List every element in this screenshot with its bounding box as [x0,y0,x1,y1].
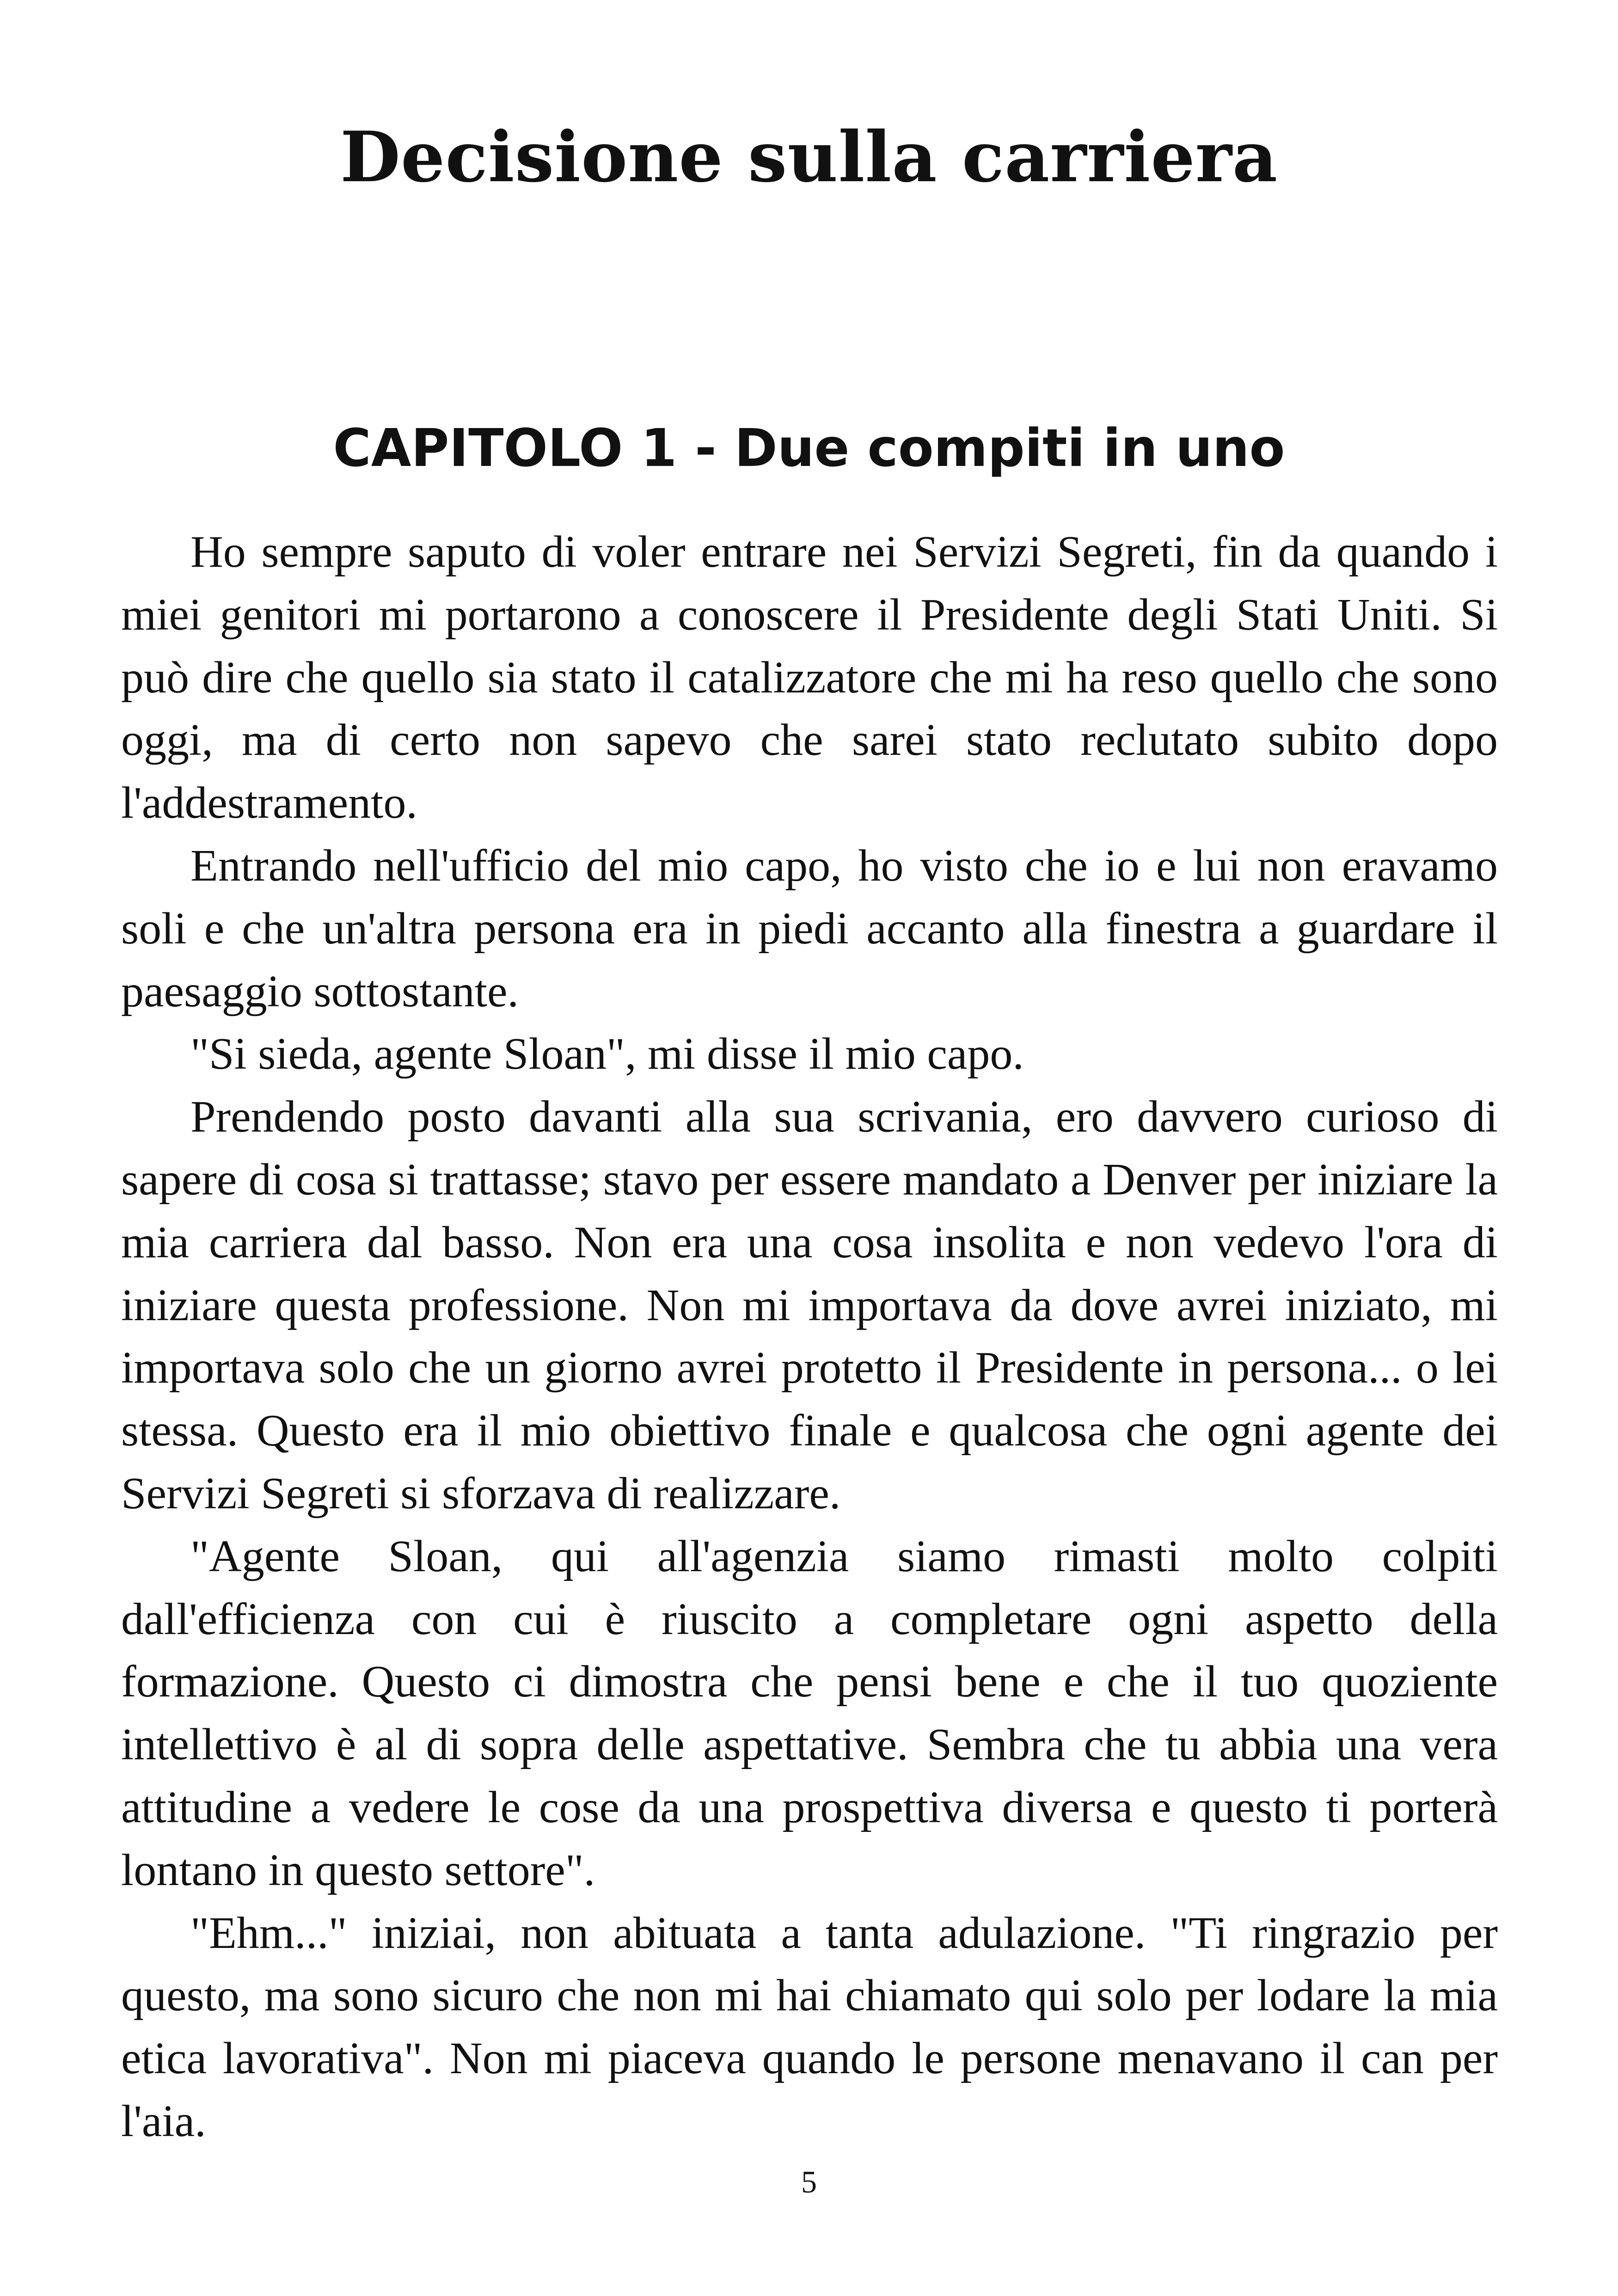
paragraph: "Ehm..." iniziai, non abituata a tanta adulazione. "Ti ringrazio per questo, ma sono sicuro che non mi hai chiamato qui solo per lodare la mia etica lavorativa". Non mi piaceva quando le persone menavano il can per l'aia. [121,1908,1498,2146]
chapter-title: CAPITOLO 1 - Due compiti in uno [333,418,1285,478]
book-title: Decisione sulla carriera [340,116,1278,198]
chapter-body [121,521,1498,2153]
paragraph: "Agente Sloan, qui all'agenzia siamo rimasti molto colpiti dall'efficienza con cui è riuscito a completare ogni aspetto della formazione. Questo ci dimostra che pensi bene e che il tuo quoziente intellettivo è al di sopra delle aspettative. Sembra che tu abbia una vera attitudine a vedere le cose da una prospettiva diversa e questo ti porterà lontano in questo settore". [121,1531,1498,1895]
paragraph: "Si sieda, agente Sloan", mi disse il mio capo. [190,1029,1024,1079]
paragraph: Entrando nell'ufficio del mio capo, ho visto che io e lui non eravamo soli e che un'altra persona era in piedi accanto alla finestra a guardare il paesaggio sottostante. [121,840,1498,1016]
paragraph: Prendendo posto davanti alla sua scrivania, ero davvero curioso di sapere di cosa si trattasse; stavo per essere mandato a Denver per iniziare la mia carriera dal basso. Non era una cosa insolita e non vedevo l'ora di iniziare questa professione. Non mi importava da dove avrei iniziato, mi importava solo che un giorno avrei protetto il Presidente in persona... o lei stessa. Questo era il mio obiettivo finale e qualcosa che ogni agente dei Servizi Segreti si sforzava di realizzare. [121,1092,1498,1518]
paragraph: Ho sempre saputo di voler entrare nei Servizi Segreti, fin da quando i miei genitori mi portarono a conoscere il Presidente degli Stati Uniti. Si può dire che quello sia stato il catalizzatore che mi ha reso quello che sono oggi, ma di certo non sapevo che sarei stato reclutato subito dopo l'addestramento. [121,527,1498,828]
page-number: 5 [801,2164,817,2199]
